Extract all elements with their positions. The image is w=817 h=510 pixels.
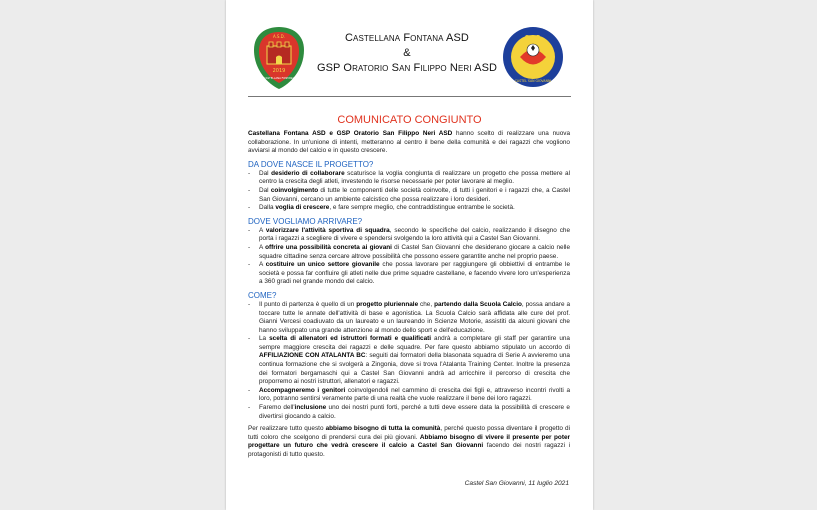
club-name-1: Castellana Fontana ASD	[345, 32, 469, 44]
header-divider	[248, 96, 571, 97]
svg-text:CASTELLANA FONTANA: CASTELLANA FONTANA	[263, 77, 295, 80]
list-item: - Dalla voglia di crescere, e fare sempre meglio, che contraddistingue entrambe le società.	[248, 204, 570, 213]
svg-text:CASTEL SAN GIOVANNI: CASTEL SAN GIOVANNI	[514, 79, 552, 83]
goals-list	[248, 227, 570, 287]
ampersand: &	[403, 47, 411, 59]
list-item: - Accompagneremo i genitori coinvolgendoli nel cammino di crescita dei figli e, attraverso incontri rivolti a loro, potranno sentirsi veramente parte di una realtà che vuole realizzare il bene dei loro ragazzi.	[248, 387, 570, 404]
list-item: - A offrire una possibilità concreta ai giovani di Castel San Giovanni che desiderano giocare a calcio nelle squadre cittadine senza cercare altrove possibilità che possono essere garantite anche nel proprio paese.	[248, 244, 570, 261]
list-item: - La scelta di allenatori ed istruttori formati e qualificati andrà a completare gli staff per garantire una sempre maggiore crescita dei ragazzi e delle squadre. Per fare questo abbiamo stipulato un accordo di AFFILIAZIONE CON ATALANTA BC: seguiti dai formatori della blasonata squadra di Serie A avvieremo una continua formazione che si svolgerà a Zingonia, dove si trova l'Atalanta Training Center. Inoltre la presenza dei formatori bergamaschi qui a Castel San Giovanni andrà ad arricchire il percorso di crescita che proporremo ai nostri istruttori, allenatori e ragazzi.	[248, 335, 570, 387]
section-heading-goals: DOVE VOGLIAMO ARRIVARE?	[248, 216, 363, 226]
section-heading-origin: DA DOVE NASCE IL PROGETTO?	[248, 159, 374, 169]
origin-list	[248, 170, 570, 213]
document-title: COMUNICATO CONGIUNTO	[337, 114, 482, 126]
document-body	[248, 130, 570, 460]
svg-text:2019: 2019	[272, 68, 286, 74]
list-item: - Dal coinvolgimento di tutte le componenti delle società coinvolte, di tutti i genitori e i ragazzi che, a Castel San Giovanni, cercano un ambiente calcistico che possa realizzare i loro desideri.	[248, 187, 570, 204]
section-heading-how: COME?	[248, 290, 277, 300]
document-page	[226, 0, 593, 510]
club-name-2: GSP Oratorio San Filippo Neri ASD	[316, 62, 498, 74]
svg-text:G.S.P.: G.S.P.	[524, 35, 542, 41]
list-item: - Faremo dell'inclusione uno dei nostri punti forti, perché a tutti deve essere data la possibilità di crescere e divertirsi giocando a calcio.	[248, 404, 570, 421]
closing-paragraph: Per realizzare tutto questo abbiamo bisogno di tutta la comunità, perché questo possa diventare il progetto di tutti coloro che scelgono di prendersi cura dei più giovani. Abbiamo bisogno di vivere il presente per poter progettare un futuro che vedrà crescere il calcio a Castel San Giovanni facendo dei nostri ragazzi i protagonisti di tutto questo.	[248, 425, 571, 458]
list-item: - Dal desiderio di collaborare scaturisce la voglia congiunta di realizzare un progetto che possa mettere al centro la crescita degli atleti, investendo le risorse necessarie per poter lavorare al meglio.	[248, 170, 570, 187]
castellana-fontana-logo	[252, 26, 306, 90]
gsp-oratorio-logo	[502, 26, 564, 88]
place-date-signature: Castel San Giovanni, 11 luglio 2021	[464, 480, 569, 487]
list-item: - A valorizzare l'attività sportiva di squadra, secondo le specifiche del calcio, realizzando il disegno che porta i ragazzi a scegliere di vivere e spendersi svolgendo la loro attività qui a Castel San Giovanni.	[248, 227, 570, 244]
list-item: - Il punto di partenza è quello di un progetto pluriennale che, partendo dalla Scuola Calcio, possa andare a toccare tutte le annate dell'attività di base e agonistica. La Scuola Calcio sarà affidata alle cure del prof. Gianni Vercesi coadiuvato da un laureato e un laureando in Scienze Motorie, assistiti da alcuni giovani che hanno sviluppato una grande attenzione al mondo dello sport e dell'educazione.	[248, 301, 570, 335]
how-list	[248, 301, 570, 421]
list-item: - A costituire un unico settore giovanile che possa lavorare per raggiungere gli obbiettivi di entrambe le società e possa far confluire gli atleti nelle due prime squadre castellane, e facendo vivere loro un'esperienza a 360 gradi nel grande mondo del calcio.	[248, 261, 570, 287]
intro-paragraph: Castellana Fontana ASD e GSP Oratorio San Filippo Neri ASD hanno scelto di realizzare una nuova collaborazione. In un'unione di intenti, metteranno al centro il bene della comunità e dei ragazzi che vogliono avviarsi al mondo del calcio e in questo crescere.	[248, 130, 570, 155]
svg-text:A.S.D.: A.S.D.	[272, 34, 286, 39]
